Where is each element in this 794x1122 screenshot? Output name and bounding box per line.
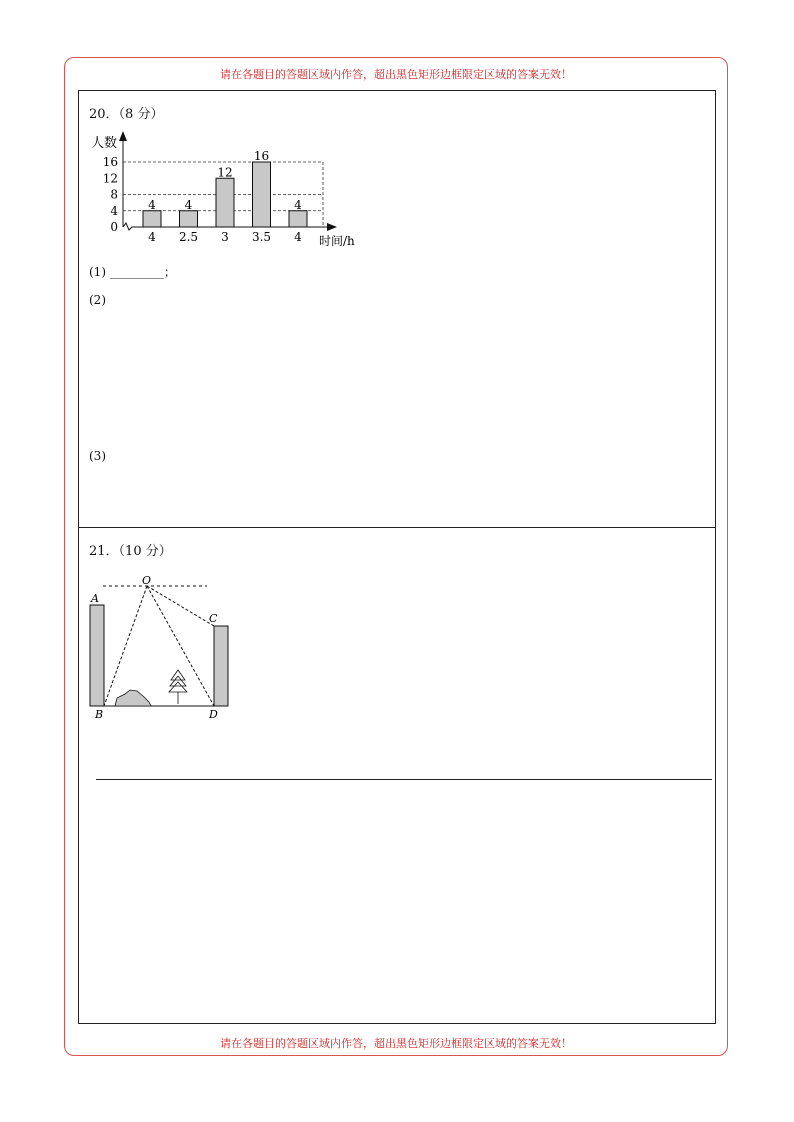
y-tick-label: 0	[110, 220, 118, 234]
building-cd	[214, 626, 228, 706]
building-ab	[90, 605, 104, 706]
question-20-title: 20．（8 分）	[89, 107, 164, 122]
x-tick-label: 2.5	[178, 230, 199, 244]
x-tick-label: 3.5	[251, 230, 272, 244]
y-tick-label: 8	[110, 187, 118, 202]
bar	[180, 211, 198, 227]
line-ob	[104, 586, 147, 706]
question-21-box	[78, 527, 716, 1024]
x-tick-label: 3	[221, 230, 229, 244]
label-b: B	[95, 708, 104, 721]
bar-data-label: 16	[253, 149, 270, 163]
y-tick-label: 4	[110, 203, 118, 218]
question-21-title: 21．（10 分）	[89, 544, 172, 559]
line-od	[147, 586, 214, 706]
bar	[216, 178, 234, 227]
label-d: D	[209, 708, 218, 721]
label-c: C	[209, 612, 218, 625]
x-tick-label: 4	[148, 230, 156, 244]
q20-part-1: (1) _________；	[89, 265, 176, 279]
y-axis-arrow	[119, 131, 127, 141]
bar-data-label: 4	[148, 197, 156, 212]
bar-data-label: 4	[294, 197, 302, 212]
bar	[289, 211, 307, 227]
tree-icon	[169, 670, 187, 704]
x-axis-break	[123, 223, 136, 230]
q20-part-2: (2)	[89, 293, 106, 307]
x-axis-label: 时间/h	[319, 234, 355, 248]
line-oc	[147, 586, 214, 626]
y-tick-label: 16	[102, 155, 118, 169]
bar	[143, 211, 161, 227]
bar-chart	[79, 127, 379, 251]
bar	[253, 162, 271, 227]
top-warning: 请在各题目的答题区域内作答，超出黑色矩形边框限定区域的答案无效！	[220, 68, 572, 81]
x-axis-arrow	[327, 223, 337, 231]
q20-part-3: (3)	[89, 449, 106, 463]
rock-shape	[115, 690, 151, 706]
answer-divider-line	[96, 779, 712, 780]
label-o: O	[142, 574, 152, 587]
bar-data-label: 12	[217, 165, 233, 180]
geometry-figure	[85, 572, 235, 722]
label-a: A	[91, 592, 99, 605]
bottom-warning: 请在各题目的答题区域内作答，超出黑色矩形边框限定区域的答案无效！	[220, 1037, 572, 1050]
bar-data-label: 4	[184, 197, 193, 212]
y-tick-label: 12	[102, 171, 118, 186]
x-tick-label: 4	[294, 230, 302, 244]
question-20-box	[78, 90, 716, 528]
y-axis-label: 人数	[91, 136, 118, 151]
